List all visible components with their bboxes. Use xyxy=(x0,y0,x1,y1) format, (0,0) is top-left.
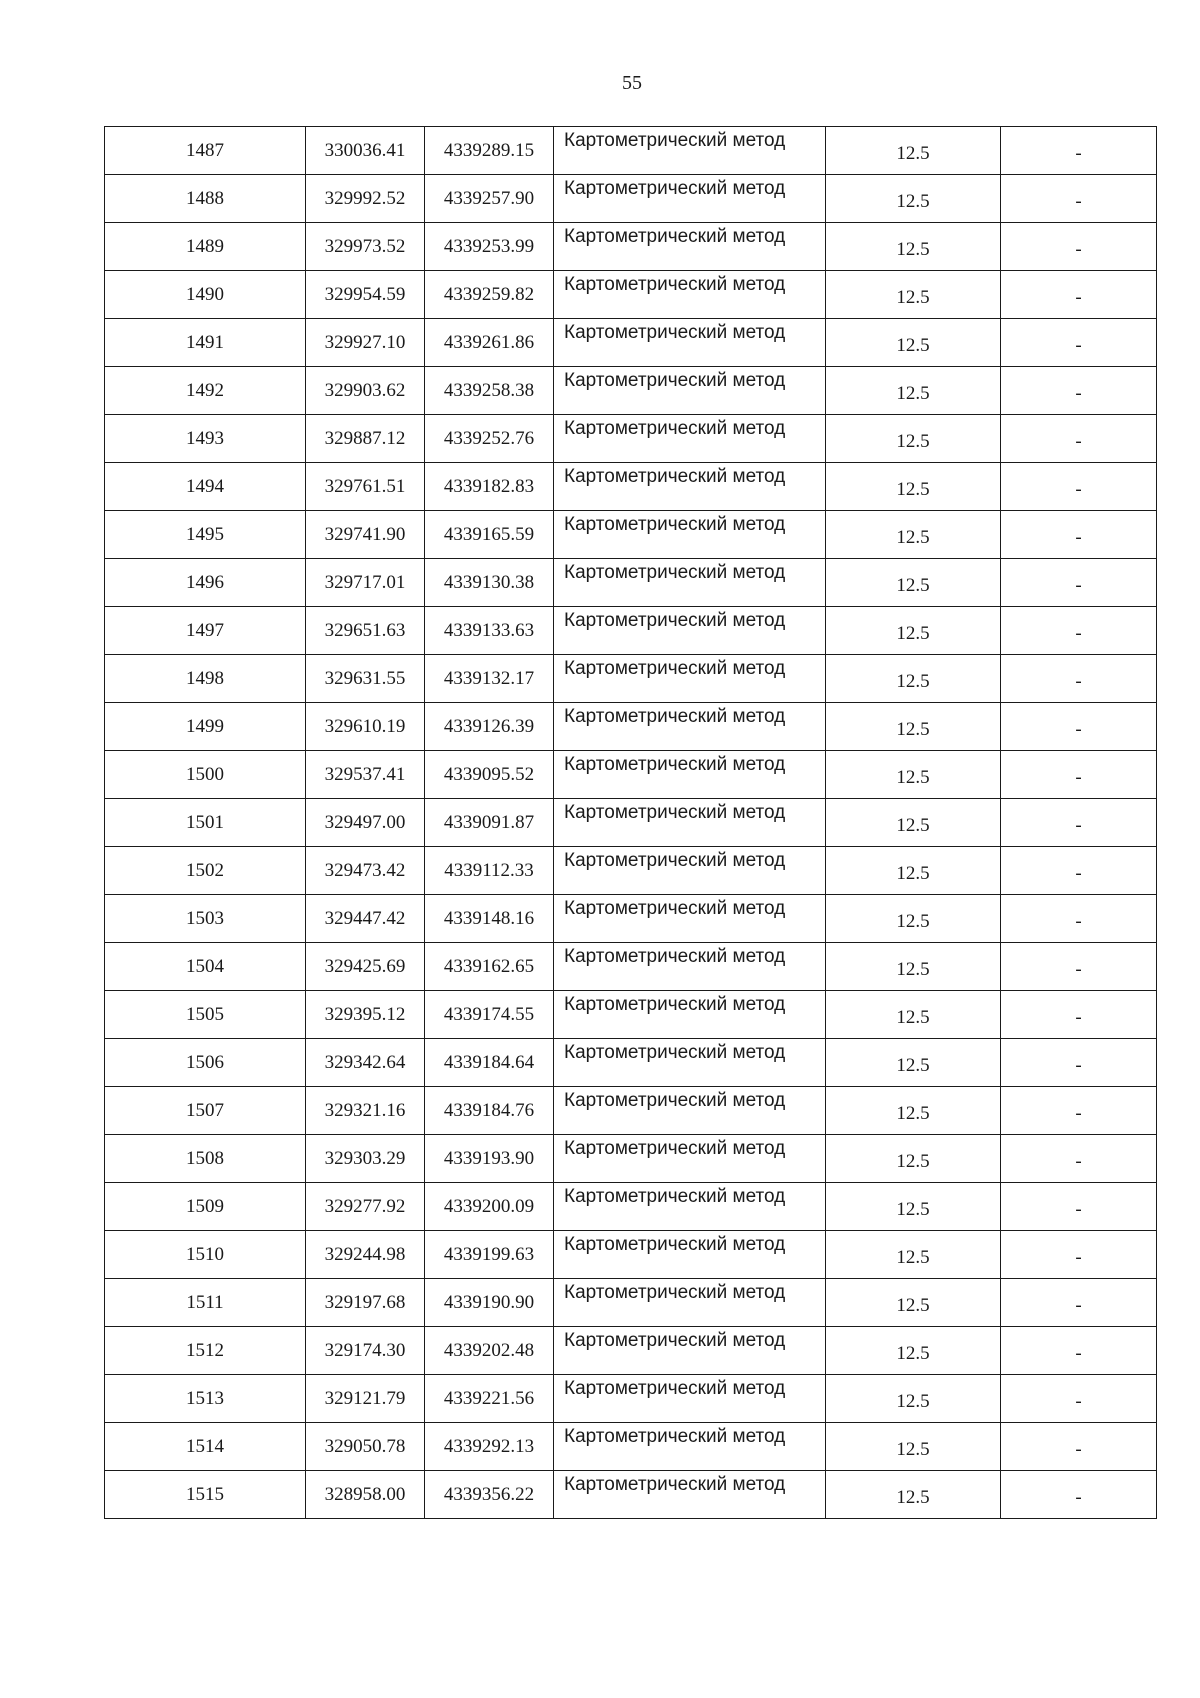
accuracy-cell: 12.5 xyxy=(826,943,1001,991)
accuracy-cell: 12.5 xyxy=(826,895,1001,943)
accuracy-cell: 12.5 xyxy=(826,175,1001,223)
coordinates-table xyxy=(104,126,1157,1519)
note-cell: - xyxy=(1001,847,1157,895)
y-coordinate-cell: 4339130.38 xyxy=(425,559,554,607)
method-cell: Картометрический метод xyxy=(554,1327,826,1375)
y-coordinate-cell: 4339257.90 xyxy=(425,175,554,223)
x-coordinate-cell: 329741.90 xyxy=(306,511,425,559)
x-coordinate-cell: 329050.78 xyxy=(306,1423,425,1471)
method-cell: Картометрический метод xyxy=(554,1087,826,1135)
point-number-cell: 1507 xyxy=(105,1087,306,1135)
y-coordinate-cell: 4339193.90 xyxy=(425,1135,554,1183)
point-number-cell: 1493 xyxy=(105,415,306,463)
y-coordinate-cell: 4339133.63 xyxy=(425,607,554,655)
y-coordinate-cell: 4339289.15 xyxy=(425,127,554,175)
accuracy-cell: 12.5 xyxy=(826,607,1001,655)
point-number-cell: 1490 xyxy=(105,271,306,319)
accuracy-cell: 12.5 xyxy=(826,1279,1001,1327)
y-coordinate-cell: 4339126.39 xyxy=(425,703,554,751)
x-coordinate-cell: 329244.98 xyxy=(306,1231,425,1279)
note-cell: - xyxy=(1001,991,1157,1039)
accuracy-cell: 12.5 xyxy=(826,847,1001,895)
x-coordinate-cell: 329395.12 xyxy=(306,991,425,1039)
table-row xyxy=(105,943,1157,991)
accuracy-cell: 12.5 xyxy=(826,319,1001,367)
method-cell: Картометрический метод xyxy=(554,175,826,223)
table-row xyxy=(105,655,1157,703)
method-cell: Картометрический метод xyxy=(554,415,826,463)
accuracy-cell: 12.5 xyxy=(826,1039,1001,1087)
note-cell: - xyxy=(1001,271,1157,319)
y-coordinate-cell: 4339261.86 xyxy=(425,319,554,367)
point-number-cell: 1499 xyxy=(105,703,306,751)
note-cell: - xyxy=(1001,1039,1157,1087)
table-row xyxy=(105,1327,1157,1375)
point-number-cell: 1513 xyxy=(105,1375,306,1423)
accuracy-cell: 12.5 xyxy=(826,223,1001,271)
x-coordinate-cell: 329497.00 xyxy=(306,799,425,847)
method-cell: Картометрический метод xyxy=(554,895,826,943)
accuracy-cell: 12.5 xyxy=(826,751,1001,799)
y-coordinate-cell: 4339174.55 xyxy=(425,991,554,1039)
table-row xyxy=(105,1039,1157,1087)
method-cell: Картометрический метод xyxy=(554,1471,826,1519)
x-coordinate-cell: 329651.63 xyxy=(306,607,425,655)
point-number-cell: 1498 xyxy=(105,655,306,703)
x-coordinate-cell: 329610.19 xyxy=(306,703,425,751)
y-coordinate-cell: 4339252.76 xyxy=(425,415,554,463)
method-cell: Картометрический метод xyxy=(554,223,826,271)
note-cell: - xyxy=(1001,751,1157,799)
point-number-cell: 1505 xyxy=(105,991,306,1039)
accuracy-cell: 12.5 xyxy=(826,1087,1001,1135)
y-coordinate-cell: 4339184.76 xyxy=(425,1087,554,1135)
x-coordinate-cell: 329537.41 xyxy=(306,751,425,799)
point-number-cell: 1496 xyxy=(105,559,306,607)
point-number-cell: 1510 xyxy=(105,1231,306,1279)
table-row xyxy=(105,847,1157,895)
table-row xyxy=(105,1375,1157,1423)
table-row xyxy=(105,1231,1157,1279)
note-cell: - xyxy=(1001,1279,1157,1327)
table-row xyxy=(105,607,1157,655)
coordinates-table-body xyxy=(105,127,1157,1519)
accuracy-cell: 12.5 xyxy=(826,1135,1001,1183)
point-number-cell: 1515 xyxy=(105,1471,306,1519)
table-row xyxy=(105,895,1157,943)
y-coordinate-cell: 4339112.33 xyxy=(425,847,554,895)
table-row xyxy=(105,799,1157,847)
x-coordinate-cell: 329887.12 xyxy=(306,415,425,463)
table-row xyxy=(105,1135,1157,1183)
x-coordinate-cell: 329425.69 xyxy=(306,943,425,991)
point-number-cell: 1492 xyxy=(105,367,306,415)
note-cell: - xyxy=(1001,607,1157,655)
accuracy-cell: 12.5 xyxy=(826,271,1001,319)
point-number-cell: 1512 xyxy=(105,1327,306,1375)
x-coordinate-cell: 329473.42 xyxy=(306,847,425,895)
point-number-cell: 1488 xyxy=(105,175,306,223)
note-cell: - xyxy=(1001,943,1157,991)
table-row xyxy=(105,511,1157,559)
accuracy-cell: 12.5 xyxy=(826,703,1001,751)
method-cell: Картометрический метод xyxy=(554,607,826,655)
y-coordinate-cell: 4339356.22 xyxy=(425,1471,554,1519)
note-cell: - xyxy=(1001,1423,1157,1471)
point-number-cell: 1489 xyxy=(105,223,306,271)
y-coordinate-cell: 4339165.59 xyxy=(425,511,554,559)
note-cell: - xyxy=(1001,319,1157,367)
table-row xyxy=(105,703,1157,751)
method-cell: Картометрический метод xyxy=(554,1183,826,1231)
note-cell: - xyxy=(1001,799,1157,847)
x-coordinate-cell: 329927.10 xyxy=(306,319,425,367)
point-number-cell: 1511 xyxy=(105,1279,306,1327)
method-cell: Картометрический метод xyxy=(554,799,826,847)
y-coordinate-cell: 4339200.09 xyxy=(425,1183,554,1231)
table-row xyxy=(105,1471,1157,1519)
method-cell: Картометрический метод xyxy=(554,751,826,799)
note-cell: - xyxy=(1001,1471,1157,1519)
accuracy-cell: 12.5 xyxy=(826,1423,1001,1471)
method-cell: Картометрический метод xyxy=(554,703,826,751)
y-coordinate-cell: 4339182.83 xyxy=(425,463,554,511)
accuracy-cell: 12.5 xyxy=(826,1327,1001,1375)
y-coordinate-cell: 4339184.64 xyxy=(425,1039,554,1087)
table-row xyxy=(105,991,1157,1039)
accuracy-cell: 12.5 xyxy=(826,559,1001,607)
note-cell: - xyxy=(1001,1231,1157,1279)
table-row xyxy=(105,1279,1157,1327)
accuracy-cell: 12.5 xyxy=(826,991,1001,1039)
x-coordinate-cell: 328958.00 xyxy=(306,1471,425,1519)
note-cell: - xyxy=(1001,1183,1157,1231)
x-coordinate-cell: 329631.55 xyxy=(306,655,425,703)
x-coordinate-cell: 330036.41 xyxy=(306,127,425,175)
point-number-cell: 1506 xyxy=(105,1039,306,1087)
y-coordinate-cell: 4339162.65 xyxy=(425,943,554,991)
x-coordinate-cell: 329903.62 xyxy=(306,367,425,415)
accuracy-cell: 12.5 xyxy=(826,127,1001,175)
y-coordinate-cell: 4339221.56 xyxy=(425,1375,554,1423)
point-number-cell: 1495 xyxy=(105,511,306,559)
y-coordinate-cell: 4339253.99 xyxy=(425,223,554,271)
table-row xyxy=(105,751,1157,799)
x-coordinate-cell: 329717.01 xyxy=(306,559,425,607)
y-coordinate-cell: 4339199.63 xyxy=(425,1231,554,1279)
method-cell: Картометрический метод xyxy=(554,463,826,511)
point-number-cell: 1509 xyxy=(105,1183,306,1231)
x-coordinate-cell: 329321.16 xyxy=(306,1087,425,1135)
method-cell: Картометрический метод xyxy=(554,127,826,175)
point-number-cell: 1504 xyxy=(105,943,306,991)
x-coordinate-cell: 329954.59 xyxy=(306,271,425,319)
note-cell: - xyxy=(1001,1135,1157,1183)
y-coordinate-cell: 4339258.38 xyxy=(425,367,554,415)
point-number-cell: 1491 xyxy=(105,319,306,367)
note-cell: - xyxy=(1001,511,1157,559)
note-cell: - xyxy=(1001,703,1157,751)
table-row xyxy=(105,367,1157,415)
accuracy-cell: 12.5 xyxy=(826,415,1001,463)
method-cell: Картометрический метод xyxy=(554,271,826,319)
y-coordinate-cell: 4339292.13 xyxy=(425,1423,554,1471)
x-coordinate-cell: 329174.30 xyxy=(306,1327,425,1375)
note-cell: - xyxy=(1001,1087,1157,1135)
x-coordinate-cell: 329992.52 xyxy=(306,175,425,223)
x-coordinate-cell: 329342.64 xyxy=(306,1039,425,1087)
note-cell: - xyxy=(1001,1327,1157,1375)
table-row xyxy=(105,127,1157,175)
method-cell: Картометрический метод xyxy=(554,943,826,991)
y-coordinate-cell: 4339190.90 xyxy=(425,1279,554,1327)
accuracy-cell: 12.5 xyxy=(826,463,1001,511)
point-number-cell: 1514 xyxy=(105,1423,306,1471)
note-cell: - xyxy=(1001,127,1157,175)
x-coordinate-cell: 329121.79 xyxy=(306,1375,425,1423)
point-number-cell: 1502 xyxy=(105,847,306,895)
x-coordinate-cell: 329761.51 xyxy=(306,463,425,511)
method-cell: Картометрический метод xyxy=(554,655,826,703)
note-cell: - xyxy=(1001,655,1157,703)
table-row xyxy=(105,1183,1157,1231)
point-number-cell: 1487 xyxy=(105,127,306,175)
method-cell: Картометрический метод xyxy=(554,319,826,367)
accuracy-cell: 12.5 xyxy=(826,367,1001,415)
x-coordinate-cell: 329973.52 xyxy=(306,223,425,271)
table-row xyxy=(105,1423,1157,1471)
table-row xyxy=(105,1087,1157,1135)
accuracy-cell: 12.5 xyxy=(826,1375,1001,1423)
note-cell: - xyxy=(1001,367,1157,415)
method-cell: Картометрический метод xyxy=(554,559,826,607)
x-coordinate-cell: 329197.68 xyxy=(306,1279,425,1327)
y-coordinate-cell: 4339095.52 xyxy=(425,751,554,799)
accuracy-cell: 12.5 xyxy=(826,511,1001,559)
point-number-cell: 1497 xyxy=(105,607,306,655)
point-number-cell: 1494 xyxy=(105,463,306,511)
y-coordinate-cell: 4339148.16 xyxy=(425,895,554,943)
table-row xyxy=(105,223,1157,271)
method-cell: Картометрический метод xyxy=(554,1375,826,1423)
accuracy-cell: 12.5 xyxy=(826,1183,1001,1231)
x-coordinate-cell: 329303.29 xyxy=(306,1135,425,1183)
note-cell: - xyxy=(1001,1375,1157,1423)
method-cell: Картометрический метод xyxy=(554,847,826,895)
point-number-cell: 1503 xyxy=(105,895,306,943)
method-cell: Картометрический метод xyxy=(554,1423,826,1471)
table-row xyxy=(105,415,1157,463)
y-coordinate-cell: 4339202.48 xyxy=(425,1327,554,1375)
y-coordinate-cell: 4339091.87 xyxy=(425,799,554,847)
table-row xyxy=(105,271,1157,319)
x-coordinate-cell: 329447.42 xyxy=(306,895,425,943)
point-number-cell: 1501 xyxy=(105,799,306,847)
y-coordinate-cell: 4339132.17 xyxy=(425,655,554,703)
note-cell: - xyxy=(1001,559,1157,607)
note-cell: - xyxy=(1001,463,1157,511)
note-cell: - xyxy=(1001,895,1157,943)
note-cell: - xyxy=(1001,415,1157,463)
accuracy-cell: 12.5 xyxy=(826,1471,1001,1519)
method-cell: Картометрический метод xyxy=(554,511,826,559)
note-cell: - xyxy=(1001,175,1157,223)
point-number-cell: 1500 xyxy=(105,751,306,799)
method-cell: Картометрический метод xyxy=(554,367,826,415)
table-row xyxy=(105,463,1157,511)
method-cell: Картометрический метод xyxy=(554,1135,826,1183)
point-number-cell: 1508 xyxy=(105,1135,306,1183)
accuracy-cell: 12.5 xyxy=(826,655,1001,703)
accuracy-cell: 12.5 xyxy=(826,799,1001,847)
table-row xyxy=(105,559,1157,607)
method-cell: Картометрический метод xyxy=(554,1279,826,1327)
method-cell: Картометрический метод xyxy=(554,991,826,1039)
method-cell: Картометрический метод xyxy=(554,1039,826,1087)
x-coordinate-cell: 329277.92 xyxy=(306,1183,425,1231)
note-cell: - xyxy=(1001,223,1157,271)
y-coordinate-cell: 4339259.82 xyxy=(425,271,554,319)
method-cell: Картометрический метод xyxy=(554,1231,826,1279)
page-number: 55 xyxy=(622,72,642,94)
accuracy-cell: 12.5 xyxy=(826,1231,1001,1279)
table-row xyxy=(105,319,1157,367)
table-row xyxy=(105,175,1157,223)
